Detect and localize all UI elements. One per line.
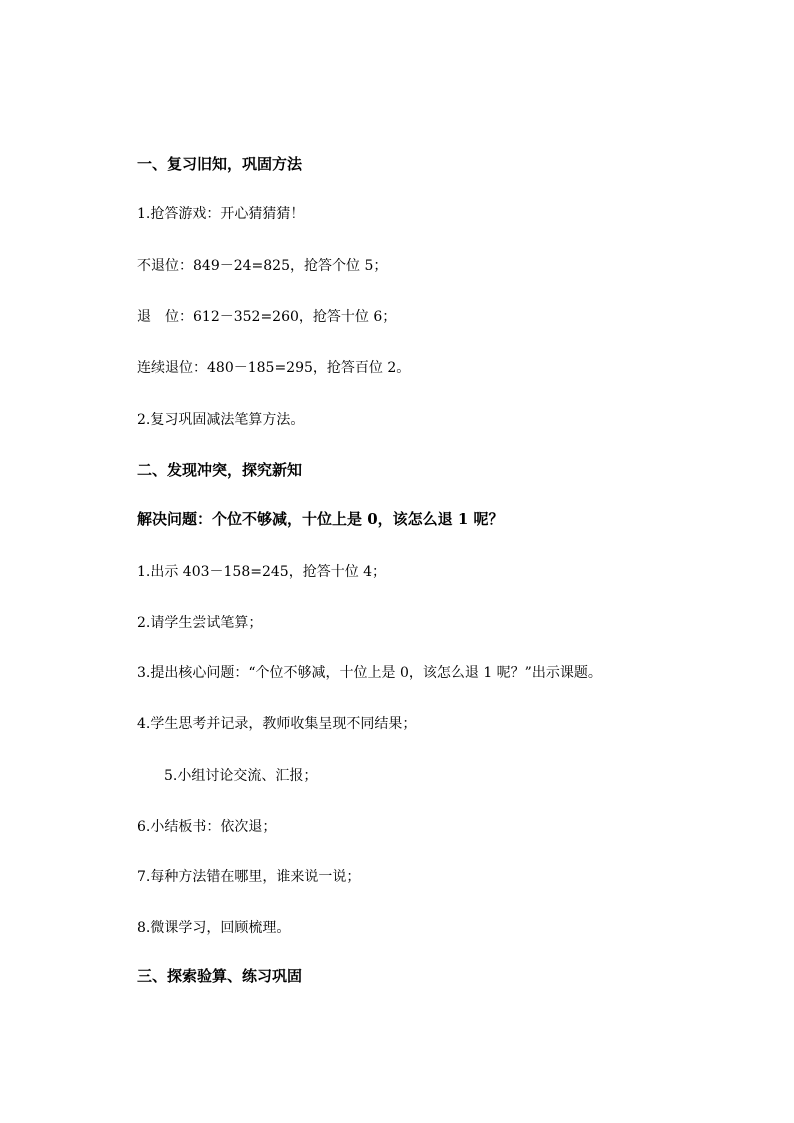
section-heading-explore: 二、发现冲突，探究新知: [137, 461, 303, 479]
list-item-step-6: 6.小结板书：依次退；: [137, 819, 277, 835]
section-heading-review: 一、复习旧知，巩固方法: [137, 155, 303, 173]
list-item-step-3: 3.提出核心问题：“个位不够减，十位上是 0，该怎么退 1 呢？”出示课题。: [137, 665, 602, 681]
list-item-step-1: 1.出示 403－158=245，抢答十位 4；: [137, 564, 387, 580]
problem-statement: 解决问题：个位不够减，十位上是 0，该怎么退 1 呢？: [137, 510, 504, 528]
section-heading-verify: 三、探索验算、练习巩固: [137, 967, 303, 985]
list-item-step-4: 4.学生思考并记录，教师收集呈现不同结果；: [137, 716, 417, 732]
list-item-step-7: 7.每种方法错在哪里，谁来说一说；: [137, 869, 361, 885]
list-item-step-2: 2.请学生尝试笔算；: [137, 615, 263, 631]
list-item-quiz-game: 1.抢答游戏：开心猜猜猜！: [137, 206, 305, 222]
list-item-step-8: 8.微课学习，回顾梳理。: [137, 920, 291, 936]
list-item-step-5: 5.小组讨论交流、汇报；: [164, 768, 318, 784]
example-no-borrow: 不退位：849－24=825，抢答个位 5；: [137, 258, 388, 274]
example-continuous-borrow: 连续退位：480－185=295，抢答百位 2。: [137, 360, 411, 376]
example-borrow: 退 位：612－352=260，抢答十位 6；: [137, 309, 397, 325]
list-item-review-method: 2.复习巩固减法笔算方法。: [137, 412, 305, 428]
